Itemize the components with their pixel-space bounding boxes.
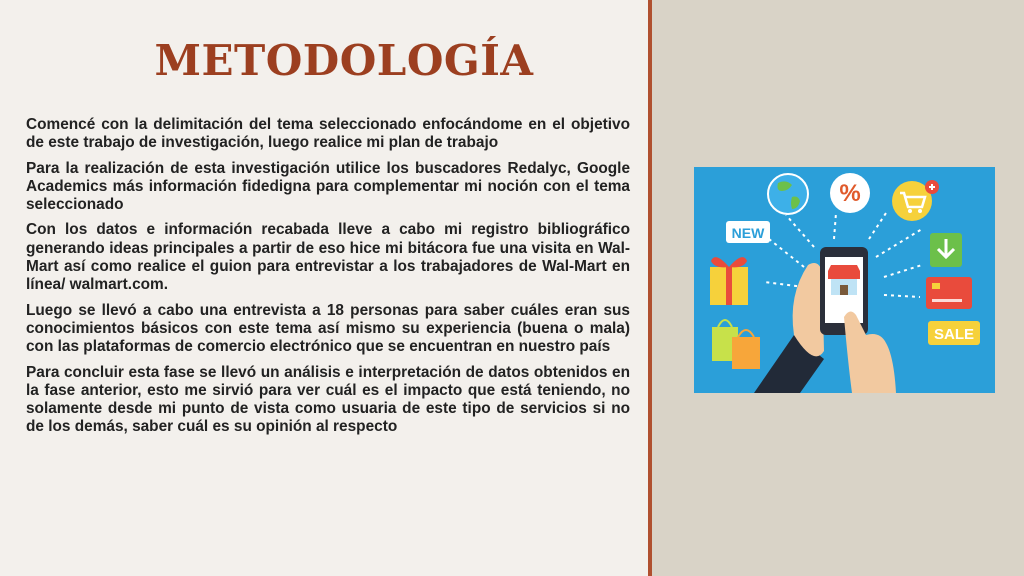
- shopping-bags-icon: [712, 320, 760, 369]
- hand-icon: [754, 263, 824, 393]
- percent-icon: [830, 173, 870, 213]
- paragraph-3: Con los datos e información recabada lleve a cabo mi registro bibliográfico generando ideas principales a partir de eso hice mi bitácora fue una visita en Wal-Mart así como realice el guion para entrevistar a los trabajadores de Wal-Mart en línea/ walmart.com.: [26, 221, 630, 294]
- paragraph-4: Luego se llevó a cabo una entrevista a 18 personas para saber cuáles eran sus conocimientos básicos con este tema así mismo su experiencia (buena o mala) con las plataformas de comercio electrónico que se encuentran en nuestro país: [26, 301, 630, 356]
- globe-icon: [768, 174, 808, 214]
- ecommerce-graphic: [694, 167, 995, 393]
- new-badge: NEW: [731, 225, 765, 241]
- paragraph-1: Comencé con la delimitación del tema seleccionado enfocándome en el objetivo de este trabajo de investigación, luego realice mi plan de trabajo: [26, 116, 630, 152]
- sale-tag-icon: [928, 321, 980, 345]
- paragraph-5: Para concluir esta fase se llevó un análisis e interpretación de datos obtenidos en la fase anterior, esto me sirvió para ver cuál es el impacto que está teniendo, no solamente desde mi punto de vista como usuaria de este tipo de servicios si no de los demás, saber cuál es su opinión al respecto: [26, 363, 630, 436]
- pointing-hand-icon: [844, 311, 896, 393]
- cart-icon: [892, 180, 939, 221]
- body-text: [26, 116, 630, 444]
- percent-badge: %: [839, 180, 861, 207]
- slide-title: METODOLOGÍA: [154, 36, 534, 85]
- gift-icon: [710, 257, 748, 305]
- new-badge-icon: [726, 221, 770, 243]
- paragraph-2: Para la realización de esta investigación utilice los buscadores Redalyc, Google Academics más información fidedigna para complementar mi noción con el tema seleccionado: [26, 159, 630, 214]
- smartphone-icon: [820, 247, 868, 335]
- ecommerce-illustration: [694, 167, 995, 393]
- sale-badge: SALE: [933, 326, 975, 343]
- download-icon: [930, 233, 962, 267]
- credit-card-icon: [926, 277, 972, 309]
